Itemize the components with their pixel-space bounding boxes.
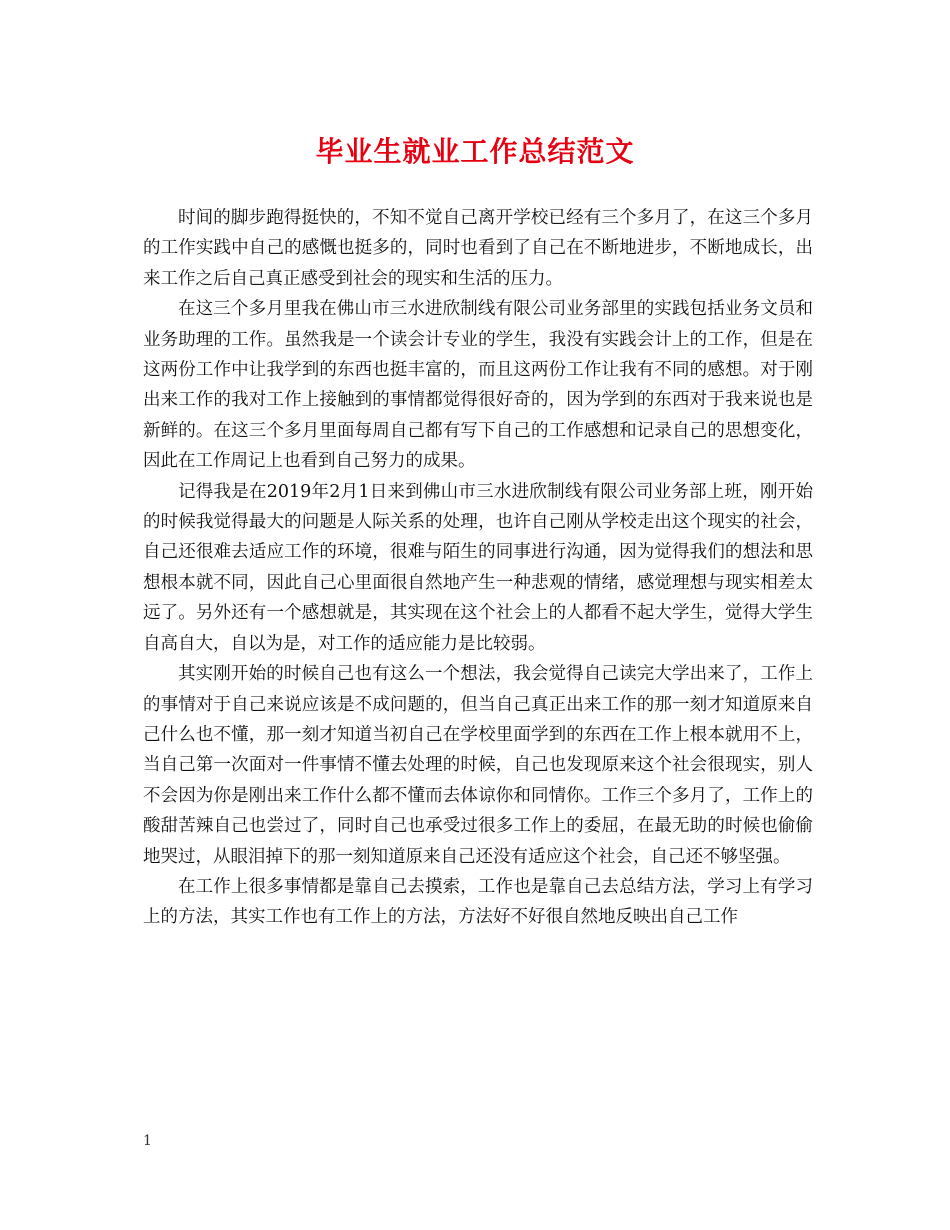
paragraph-2: 在这三个多月里我在佛山市三水进欣制线有限公司业务部里的实践包括业务文员和业务助理的工作。虽然我是一个读会计专业的学生，我没有实践会计上的工作，但是在这两份工作中让我学到的东西也挺丰富的，而且这两份工作让我有不同的感想。对于刚出来工作的我对工作上接触到的事情都觉得很好奇的，因为学到的东西对于我来说也是新鲜的。在这三个多月里面每周自己都有写下自己的工作感想和记录自己的思想变化，因此在工作周记上也看到自己努力的成果。 (143, 299, 813, 472)
page-number: 1 (143, 1133, 152, 1149)
document-body (143, 203, 813, 933)
paragraph-4: 其实刚开始的时候自己也有这么一个想法，我会觉得自己读完大学出来了，工作上的事情对于自己来说应该是不成问题的，但当自己真正出来工作的那一刻才知道原来自己什么也不懂，那一刻才知道当初自己在学校里面学到的东西在工作上根本就用不上，当自己第一次面对一件事情不懂去处理的时候，自己也发现原来这个社会很现实，别人不会因为你是刚出来工作什么都不懂而去体谅你和同情你。工作三个多月了，工作上的酸甜苦辣自己也尝过了，同时自己也承受过很多工作上的委屈，在最无助的时候也偷偷地哭过，从眼泪掉下的那一刻知道原来自己还没有适应这个社会，自己还不够坚强。 (143, 664, 813, 867)
paragraph-1: 时间的脚步跑得挺快的，不知不觉自己离开学校已经有三个多月了，在这三个多月的工作实践中自己的感慨也挺多的，同时也看到了自己在不断地进步，不断地成长，出来工作之后自己真正感受到社会的现实和生活的压力。 (143, 208, 813, 289)
paragraph-3: 记得我是在2019年2月1日来到佛山市三水进欣制线有限公司业务部上班，刚开始的时候我觉得最大的问题是人际关系的处理，也许自己刚从学校走出这个现实的社会，自己还很难去适应工作的环境，很难与陌生的同事进行沟通，因为觉得我们的想法和思想根本就不同，因此自己心里面很自然地产生一种悲观的情绪，感觉理想与现实相差太远了。另外还有一个感想就是，其实现在这个社会上的人都看不起大学生，觉得大学生自高自大，自以为是，对工作的适应能力是比较弱。 (143, 481, 813, 654)
document-title: 毕业生就业工作总结范文 (315, 135, 635, 168)
paragraph-5: 在工作上很多事情都是靠自己去摸索，工作也是靠自己去总结方法，学习上有学习上的方法，其实工作也有工作上的方法，方法好不好很自然地反映出自己工作 (143, 876, 813, 928)
